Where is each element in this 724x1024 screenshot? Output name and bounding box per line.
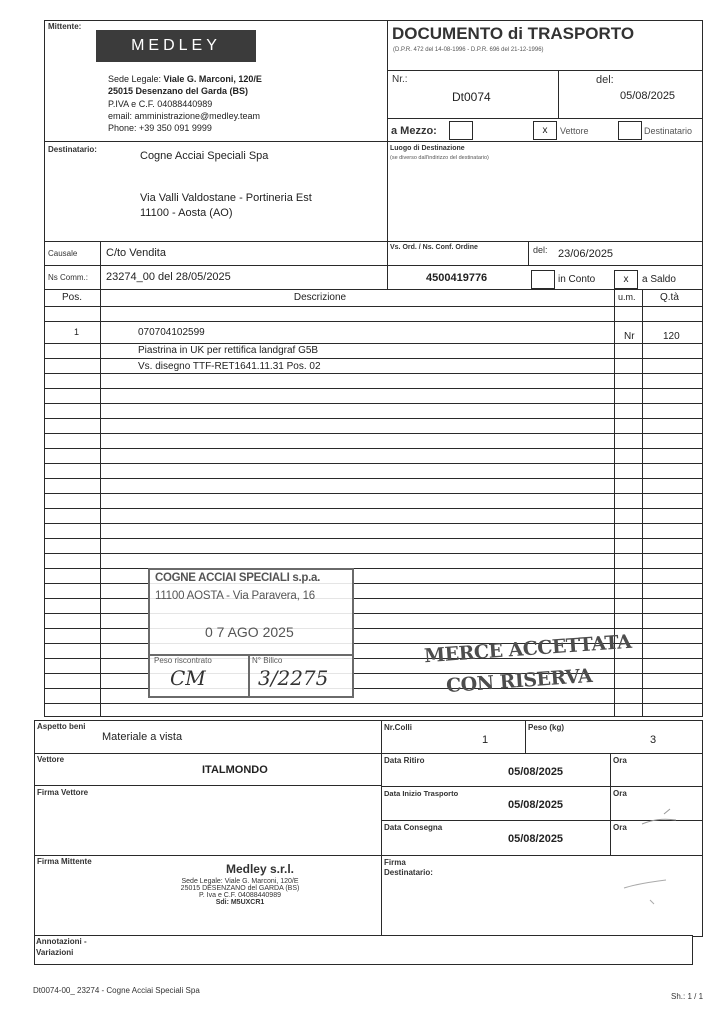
stamp-company-addr2: 25015 DESENZANO del GARDA (BS)	[180, 885, 300, 892]
stamp-company: COGNE ACCIAI SPECIALI s.p.a.	[155, 572, 320, 584]
delivery-time-label: Ora	[613, 823, 627, 832]
sender-phone: Phone: +39 350 091 9999	[108, 123, 212, 133]
sender-signature-label: Firma Mittente	[37, 857, 92, 866]
colli-label: Nr.Colli	[384, 723, 413, 732]
recipient-name: Cogne Acciai Speciali Spa	[140, 150, 269, 162]
doc-number: Dt0074	[452, 90, 491, 104]
transport-start-time-label: Ora	[613, 789, 627, 798]
company-logo: MEDLEY	[96, 30, 256, 62]
comm-value: 23274_00 del 28/05/2025	[106, 271, 231, 283]
doc-subtitle: (D.P.R. 472 del 14-08-1996 - D.P.R. 696 del 21-12-1996)	[393, 47, 544, 53]
doc-date-label: del:	[596, 74, 614, 86]
row-desc: Vs. disegno TTF-RET1641.11.31 Pos. 02	[138, 361, 321, 372]
notes-label2: Variazioni	[36, 948, 74, 957]
footer-right: Sh.: 1 / 1	[671, 992, 704, 1001]
carrier-signature-label: Firma Vettore	[37, 788, 89, 797]
notes-box	[34, 935, 693, 965]
stamp-bill-handwriting: 3/2275	[258, 666, 329, 690]
header-um: u.m.	[618, 292, 636, 302]
header-pos: Pos.	[62, 292, 83, 303]
destination-note: (se diverso dall'indirizzo del destinatario)	[390, 155, 489, 161]
causale-value: C/to Vendita	[106, 247, 166, 259]
delivery-date: 05/08/2025	[508, 833, 564, 845]
stamp-company-vat: P. Iva e C.F. 04088440989	[199, 892, 281, 899]
recipient-address2: 11100 - Aosta (AO)	[140, 207, 233, 219]
peso-label: Peso (kg)	[528, 723, 565, 732]
stamp-bill-label: N° Bilico	[252, 656, 283, 665]
carrier-label: Vettore	[37, 755, 65, 764]
carrier-name: ITALMONDO	[202, 764, 268, 776]
acceptance-stamp-line1: MERCE ACCETTATA	[423, 630, 633, 668]
doc-nr-label: Nr.:	[392, 74, 408, 85]
mezzo-vettore-label: Vettore	[560, 126, 589, 136]
mezzo-destinatario-checkbox[interactable]	[618, 121, 642, 140]
transport-start-date: 05/08/2025	[508, 799, 564, 811]
mezzo-mittente-checkbox[interactable]	[449, 121, 473, 140]
aspect-label: Aspetto beni	[37, 722, 86, 731]
recipient-signature-scribble	[620, 874, 670, 910]
row-desc: Piastrina in UK per rettifica landgraf G5B	[138, 345, 319, 356]
reception-stamp	[148, 568, 354, 698]
notes-label1: Annotazioni -	[36, 937, 87, 946]
stamp-weight-handwriting: CM	[170, 666, 206, 690]
mezzo-label: a Mezzo:	[391, 125, 437, 137]
in-conto-checkbox[interactable]	[531, 270, 555, 289]
stamp-company-sdi: Sdi: M5UXCR1	[215, 899, 265, 906]
delivery-date-label: Data Consegna	[384, 823, 443, 832]
pickup-date-label: Data Ritiro	[384, 756, 425, 765]
sender-address1-street: Viale G. Marconi, 120/E	[163, 74, 262, 84]
order-date: 23/06/2025	[558, 248, 614, 260]
recipient-label: Destinatario:	[48, 145, 97, 154]
sender-address1-prefix: Sede Legale:	[108, 74, 164, 84]
row-qty: 120	[663, 331, 680, 342]
causale-label: Causale	[48, 249, 78, 258]
sender-vat: P.IVA e C.F. 04088440989	[108, 99, 213, 109]
pickup-time-label: Ora	[613, 756, 627, 765]
row-pos: 1	[74, 327, 80, 337]
stamp-weight-label: Peso riscontrato	[154, 656, 212, 665]
sender-email: email: amministrazione@medley.team	[108, 111, 261, 121]
order-number: 4500419776	[426, 272, 488, 284]
order-label: Vs. Ord. / Ns. Conf. Ordine	[390, 244, 478, 251]
header-qty: Q.tà	[660, 292, 679, 303]
comm-label: Ns Comm.:	[48, 273, 88, 282]
signatures-box	[34, 855, 703, 937]
mezzo-destinatario-label: Destinatario	[644, 126, 693, 136]
doc-date: 05/08/2025	[620, 90, 676, 102]
stamp-company-addr1: Sede Legale: Viale G. Marconi, 120/E	[181, 878, 299, 885]
sender-address2: 25015 Desenzano del Garda (BS)	[108, 86, 249, 96]
aspect-value: Materiale a vista	[102, 731, 183, 743]
destination-label: Luogo di Destinazione	[390, 145, 465, 152]
sender-address1	[108, 74, 262, 84]
peso-value: 3	[650, 734, 657, 746]
mezzo-vettore-checkbox[interactable]: x	[533, 121, 557, 140]
row-desc: 070704102599	[138, 327, 205, 338]
sender-company-stamp	[150, 862, 330, 906]
colli-value: 1	[482, 734, 489, 746]
header-desc: Descrizione	[293, 292, 347, 303]
carrier-box	[34, 753, 703, 857]
row-um: Nr	[624, 331, 635, 342]
in-conto-label: in Conto	[558, 274, 596, 285]
transport-start-label: Data Inizio Trasporto	[384, 789, 459, 798]
saldo-label: a Saldo	[642, 274, 676, 285]
doc-title: DOCUMENTO di TRASPORTO	[392, 24, 635, 43]
footer-left: Dt0074-00_ 23274 - Cogne Acciai Speciali Spa	[33, 986, 200, 995]
stamp-date: 0 7 AGO 2025	[205, 624, 294, 640]
stamp-address: 11100 AOSTA - Via Paravera, 16	[155, 590, 315, 602]
recipient-signature-label2: Destinatario:	[384, 868, 433, 877]
order-date-label: del:	[533, 245, 548, 255]
saldo-checkbox[interactable]: x	[614, 270, 638, 289]
recipient-address1: Via Valli Valdostane - Portineria Est	[140, 192, 312, 204]
carrier-signature-scribble	[640, 806, 680, 830]
pickup-date: 05/08/2025	[508, 766, 564, 778]
sender-label: Mittente:	[48, 22, 82, 31]
recipient-signature-label1: Firma	[384, 858, 406, 867]
acceptance-stamp-line2: CON RISERVA	[445, 664, 593, 698]
stamp-company-name: Medley s.r.l.	[225, 862, 295, 876]
